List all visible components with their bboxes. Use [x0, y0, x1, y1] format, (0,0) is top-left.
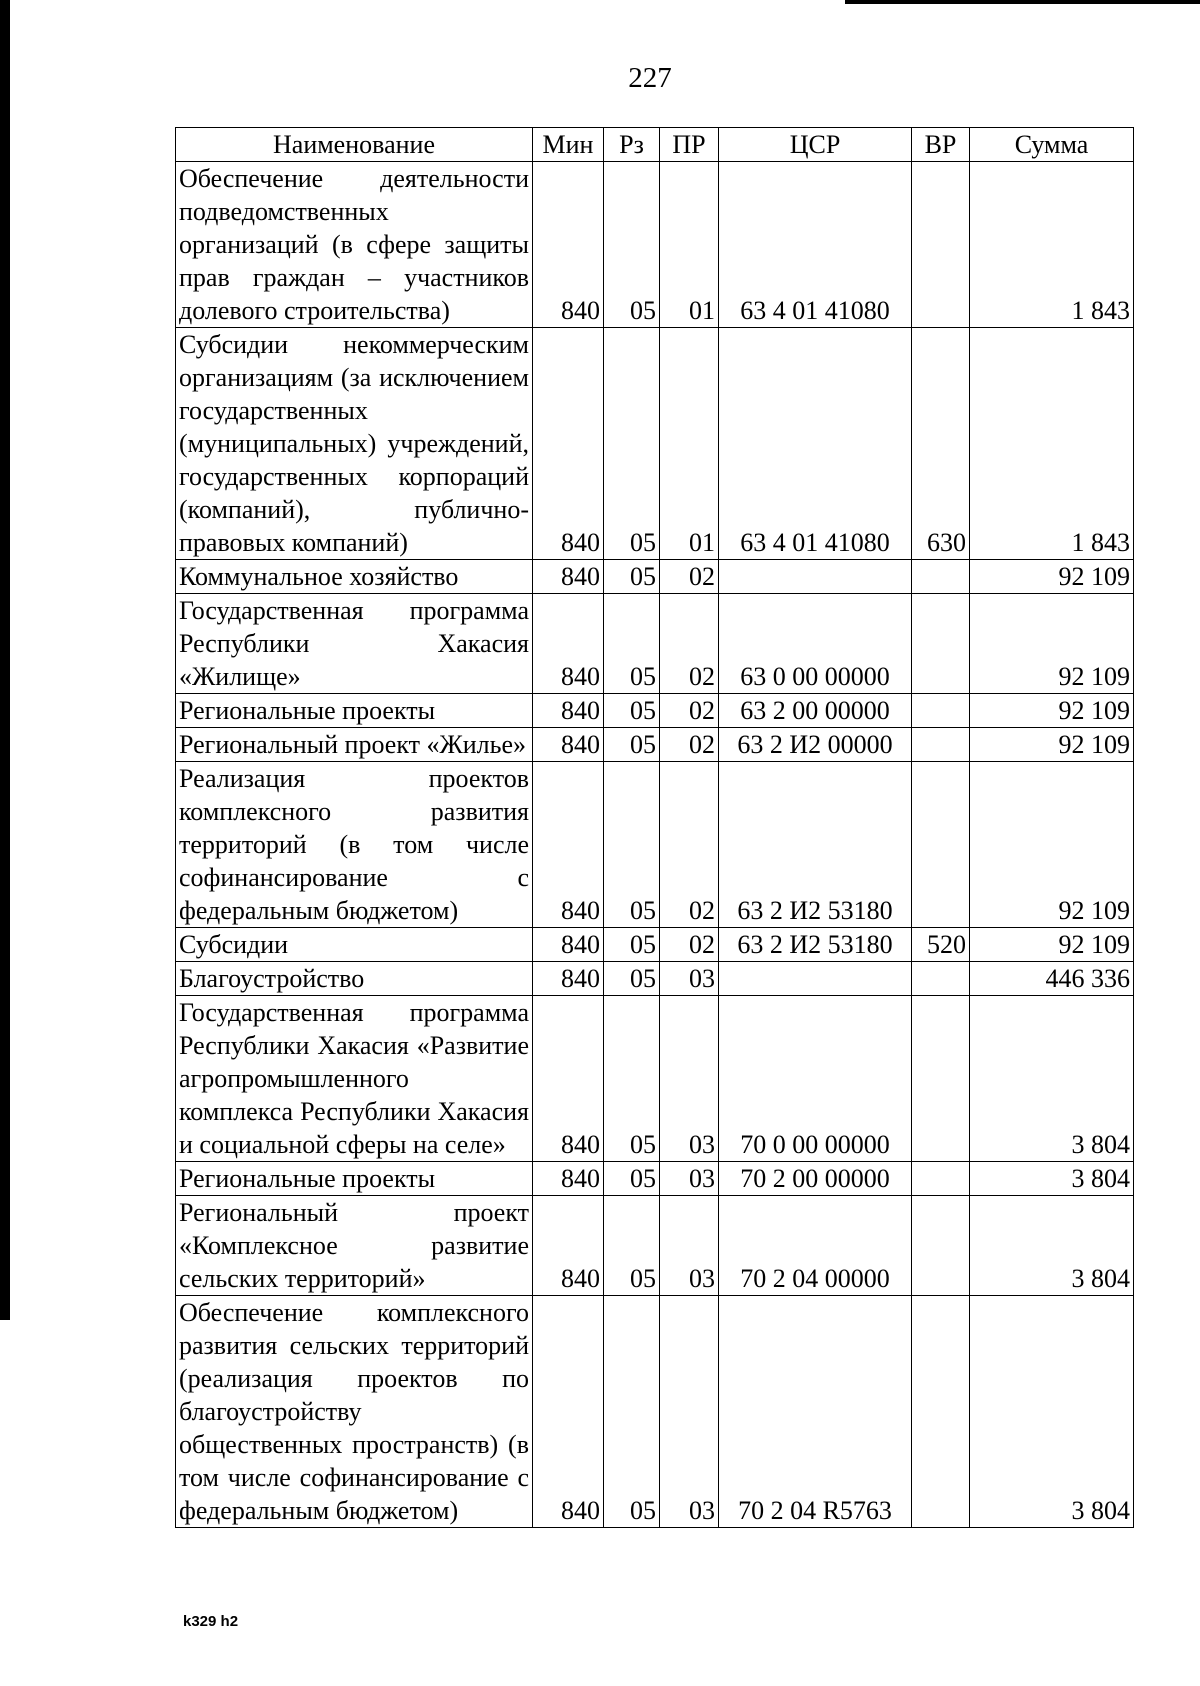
table-row: [176, 928, 1134, 962]
cell-pr: 03: [660, 1162, 719, 1196]
cell-rz: 05: [604, 594, 660, 694]
cell-sum: 1 843: [970, 328, 1134, 560]
cell-sum: 92 109: [970, 594, 1134, 694]
cell-min: 840: [533, 694, 604, 728]
table-row: [176, 328, 1134, 560]
cell-min: 840: [533, 996, 604, 1162]
cell-csr: 63 0 00 00000: [719, 594, 912, 694]
cell-rz: 05: [604, 1162, 660, 1196]
cell-min: 840: [533, 594, 604, 694]
cell-min: 840: [533, 328, 604, 560]
cell-rz: 05: [604, 694, 660, 728]
header-name: Наименование: [176, 128, 533, 162]
cell-name: Субсидии: [176, 928, 533, 962]
cell-name: Государственная программа Республики Хакасия «Жилище»: [176, 594, 533, 694]
cell-csr: [719, 962, 912, 996]
cell-pr: 02: [660, 728, 719, 762]
scan-edge-top: [845, 0, 1200, 4]
header-csr: ЦСР: [719, 128, 912, 162]
cell-pr: 03: [660, 962, 719, 996]
cell-min: 840: [533, 728, 604, 762]
table-row: [176, 560, 1134, 594]
cell-sum: 3 804: [970, 1162, 1134, 1196]
cell-csr: 70 2 04 00000: [719, 1196, 912, 1296]
table-row: [176, 1196, 1134, 1296]
header-sum: Сумма: [970, 128, 1134, 162]
page-number: 227: [628, 62, 672, 94]
cell-rz: 05: [604, 1196, 660, 1296]
cell-min: 840: [533, 560, 604, 594]
cell-pr: 01: [660, 162, 719, 328]
cell-sum: 92 109: [970, 762, 1134, 928]
cell-pr: 02: [660, 694, 719, 728]
cell-vr: 630: [912, 328, 970, 560]
cell-pr: 01: [660, 328, 719, 560]
cell-min: 840: [533, 962, 604, 996]
header-min: Мин: [533, 128, 604, 162]
cell-sum: 446 336: [970, 962, 1134, 996]
cell-rz: 05: [604, 962, 660, 996]
header-vr: ВР: [912, 128, 970, 162]
cell-sum: 1 843: [970, 162, 1134, 328]
cell-min: 840: [533, 1162, 604, 1196]
cell-pr: 02: [660, 560, 719, 594]
cell-vr: 520: [912, 928, 970, 962]
cell-pr: 02: [660, 762, 719, 928]
table-row: [176, 162, 1134, 328]
cell-min: 840: [533, 762, 604, 928]
cell-csr: 70 0 00 00000: [719, 996, 912, 1162]
cell-sum: 3 804: [970, 1196, 1134, 1296]
cell-name: Региональный проект «Жилье»: [176, 728, 533, 762]
cell-name: Региональный проект «Комплексное развитие сельских территорий»: [176, 1196, 533, 1296]
scan-edge-left: [0, 0, 10, 1320]
cell-csr: 63 2 И2 53180: [719, 762, 912, 928]
cell-vr: [912, 694, 970, 728]
cell-name: Реализация проектов комплексного развития территорий (в том числе софинансирование с федеральным бюджетом): [176, 762, 533, 928]
cell-name: Региональные проекты: [176, 1162, 533, 1196]
cell-vr: [912, 762, 970, 928]
cell-vr: [912, 162, 970, 328]
cell-vr: [912, 594, 970, 694]
cell-name: Коммунальное хозяйство: [176, 560, 533, 594]
header-pr: ПР: [660, 128, 719, 162]
cell-csr: 63 2 00 00000: [719, 694, 912, 728]
cell-sum: 3 804: [970, 996, 1134, 1162]
table-row: [176, 1296, 1134, 1528]
cell-rz: 05: [604, 1296, 660, 1528]
document-code: k329 h2: [183, 1613, 239, 1630]
cell-rz: 05: [604, 162, 660, 328]
header-rz: Рз: [604, 128, 660, 162]
cell-csr: 63 4 01 41080: [719, 162, 912, 328]
table-row: [176, 1162, 1134, 1196]
cell-csr: [719, 560, 912, 594]
cell-vr: [912, 1162, 970, 1196]
cell-rz: 05: [604, 762, 660, 928]
cell-pr: 03: [660, 1196, 719, 1296]
table-row: [176, 762, 1134, 928]
cell-pr: 02: [660, 928, 719, 962]
cell-rz: 05: [604, 996, 660, 1162]
cell-rz: 05: [604, 328, 660, 560]
cell-pr: 02: [660, 594, 719, 694]
cell-name: Благоустройство: [176, 962, 533, 996]
cell-pr: 03: [660, 1296, 719, 1528]
cell-min: 840: [533, 162, 604, 328]
table-row: [176, 996, 1134, 1162]
cell-csr: 63 2 И2 00000: [719, 728, 912, 762]
cell-rz: 05: [604, 728, 660, 762]
cell-sum: 92 109: [970, 728, 1134, 762]
cell-sum: 92 109: [970, 694, 1134, 728]
cell-pr: 03: [660, 996, 719, 1162]
budget-table: [175, 127, 1134, 1528]
cell-csr: 63 2 И2 53180: [719, 928, 912, 962]
cell-sum: 3 804: [970, 1296, 1134, 1528]
cell-min: 840: [533, 1296, 604, 1528]
cell-vr: [912, 1296, 970, 1528]
cell-csr: 63 4 01 41080: [719, 328, 912, 560]
cell-vr: [912, 996, 970, 1162]
cell-csr: 70 2 04 R5763: [719, 1296, 912, 1528]
cell-name: Обеспечение комплексного развития сельских территорий (реализация проектов по благоустройству общественных пространств) (в том числе софинансирование с федеральным бюджетом): [176, 1296, 533, 1528]
cell-min: 840: [533, 928, 604, 962]
cell-name: Региональные проекты: [176, 694, 533, 728]
cell-sum: 92 109: [970, 560, 1134, 594]
cell-vr: [912, 728, 970, 762]
cell-sum: 92 109: [970, 928, 1134, 962]
table-row: [176, 694, 1134, 728]
table-row: [176, 728, 1134, 762]
table-header-row: [176, 128, 1134, 162]
cell-vr: [912, 962, 970, 996]
cell-vr: [912, 1196, 970, 1296]
cell-name: Государственная программа Республики Хакасия «Развитие агропромышленного комплекса Республики Хакасия и социальной сферы на селе»: [176, 996, 533, 1162]
cell-name: Субсидии некоммерческим организациям (за исключением государственных (муниципальных) учреждений, государственных корпораций (компаний), публично-правовых компаний): [176, 328, 533, 560]
cell-name: Обеспечение деятельности подведомственных организаций (в сфере защиты прав граждан – участников долевого строительства): [176, 162, 533, 328]
cell-rz: 05: [604, 560, 660, 594]
cell-rz: 05: [604, 928, 660, 962]
table-row: [176, 594, 1134, 694]
cell-csr: 70 2 00 00000: [719, 1162, 912, 1196]
cell-min: 840: [533, 1196, 604, 1296]
table-row: [176, 962, 1134, 996]
cell-vr: [912, 560, 970, 594]
